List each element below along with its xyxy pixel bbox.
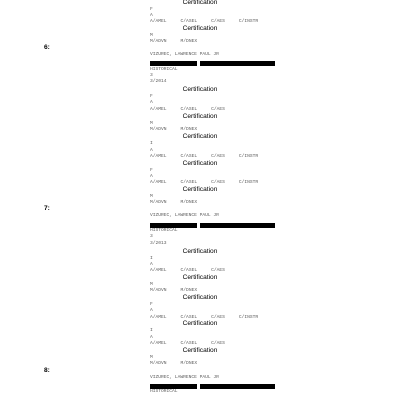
certification-heading: Certification [182,347,218,354]
certification-heading: Certification [182,86,218,93]
certification-heading: Certification [182,113,218,120]
certification-heading: Certification [182,25,218,32]
redaction-bar [200,384,275,389]
entry-number: 6: [44,44,50,51]
certification-heading: Certification [182,133,218,140]
certification-heading: Certification [182,320,218,327]
entry-number: 8: [44,367,50,374]
entry-number: 7: [44,205,50,212]
certification-heading: Certification [182,0,218,6]
certification-heading: Certification [182,186,218,193]
certification-heading: Certification [182,160,218,167]
certification-heading: Certification [182,294,218,301]
certification-heading: Certification [182,274,218,281]
redaction-bar [200,61,275,66]
redaction-bar [200,223,275,228]
certification-heading: Certification [182,248,218,255]
